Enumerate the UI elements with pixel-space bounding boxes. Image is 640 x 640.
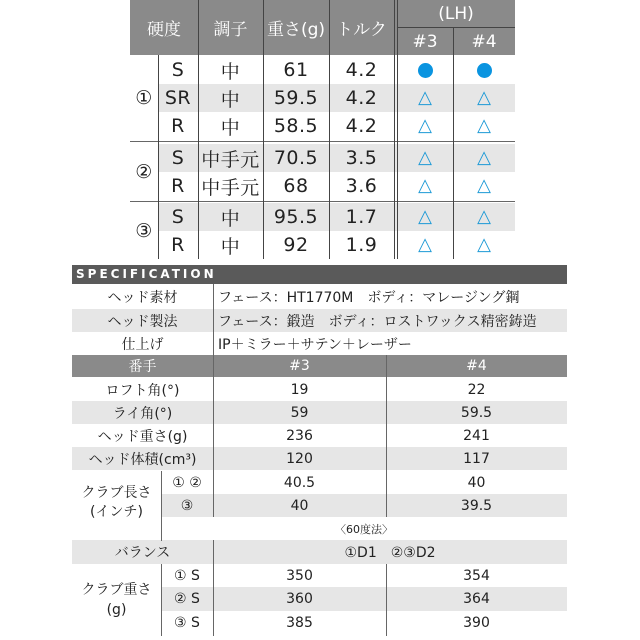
club-weight-3: 350 [286, 567, 313, 584]
club-length-label [72, 484, 161, 522]
triangle-icon: △ [477, 147, 491, 168]
kick-point: 中 [220, 235, 241, 258]
club-length-label-line2: (インチ) [90, 504, 143, 520]
weight: 59.5 [273, 87, 319, 109]
header-weight: 重さ(g) [266, 20, 326, 40]
flex: R [171, 115, 185, 137]
finish-label: 仕上げ [121, 336, 164, 353]
header-hand: (LH) [438, 3, 474, 24]
length-3: 40 [290, 497, 309, 514]
kick-point: 中手元 [201, 148, 260, 171]
header-torque: トルク [336, 20, 387, 40]
available-dot-icon [418, 63, 433, 78]
spec-title: SPECIFICATION [76, 267, 217, 281]
kick-point: 中 [220, 88, 241, 111]
length-sub: ① ② [172, 474, 202, 491]
measurement-note: 〈60度法〉 [335, 522, 393, 536]
lie-3: 59 [290, 404, 309, 421]
weight: 68 [283, 175, 309, 197]
head-weight-label: ヘッド重さ(g) [97, 428, 188, 445]
triangle-icon: △ [418, 115, 432, 136]
head-weight-3: 236 [286, 427, 313, 444]
group-label-2: ② [135, 161, 153, 183]
kick-point: 中 [220, 60, 241, 83]
number-label: 番手 [128, 359, 157, 375]
loft-label: ロフト角(°) [105, 382, 180, 399]
lie-label: ライ角(°) [112, 405, 173, 422]
balance-label: バランス [114, 545, 171, 561]
triangle-icon: △ [418, 206, 432, 227]
head-volume-3: 120 [286, 450, 313, 467]
header-club4: #4 [471, 31, 497, 52]
loft-4: 22 [467, 381, 486, 398]
col4-header: #4 [466, 358, 487, 374]
method-value: フェース：鍛造 ボディ：ロストワックス精密鋳造 [218, 313, 537, 330]
club-weight-4: 364 [463, 591, 490, 607]
triangle-icon: △ [477, 115, 491, 136]
weight: 70.5 [273, 147, 319, 169]
flex: S [171, 206, 185, 228]
club-weight-label [72, 580, 161, 620]
weight: 58.5 [273, 115, 319, 137]
weight-sub: ① S [174, 567, 200, 584]
flex: R [171, 175, 185, 197]
col3-header: #3 [289, 358, 310, 374]
torque: 4.2 [345, 87, 378, 109]
loft-3: 19 [290, 381, 309, 398]
triangle-icon: △ [477, 87, 491, 108]
club-weight-3: 360 [286, 591, 313, 607]
length-3: 40.5 [283, 474, 316, 491]
length-4: 40 [467, 474, 486, 491]
triangle-icon: △ [477, 175, 491, 196]
torque: 3.5 [345, 147, 378, 169]
length-sub: ③ [180, 497, 194, 514]
length-4: 39.5 [460, 497, 493, 514]
club-weight-3: 385 [286, 615, 313, 631]
finish-value: IP＋ミラー＋サテン＋レーザー [218, 336, 412, 353]
weight-sub: ③ S [174, 615, 200, 631]
triangle-icon: △ [418, 175, 432, 196]
torque: 4.2 [345, 59, 378, 81]
flex: S [171, 59, 185, 81]
group-label-1: ① [135, 87, 153, 109]
weight: 61 [283, 59, 309, 81]
triangle-icon: △ [418, 147, 432, 168]
header-stiffness: 硬度 [147, 20, 181, 40]
torque: 1.9 [345, 234, 378, 256]
available-dot-icon [477, 63, 492, 78]
triangle-icon: △ [418, 87, 432, 108]
weight: 92 [283, 234, 309, 256]
club-weight-4: 354 [463, 567, 490, 584]
club-weight-4: 390 [463, 615, 490, 631]
group-label-3: ③ [135, 220, 153, 242]
head-volume-label: ヘッド体積(cm³) [88, 451, 197, 468]
triangle-icon: △ [477, 234, 491, 255]
kick-point: 中手元 [201, 176, 260, 199]
lie-4: 59.5 [460, 404, 493, 421]
weight-sub: ② S [174, 591, 200, 607]
method-label: ヘッド製法 [107, 313, 178, 330]
torque: 3.6 [345, 175, 378, 197]
weight: 95.5 [273, 206, 319, 228]
club-weight-label-line1: クラブ重さ [81, 582, 152, 598]
flex: R [171, 234, 185, 256]
flex: SR [164, 87, 192, 109]
balance-value: ①D1 ②③D2 [344, 545, 436, 561]
head-weight-4: 241 [463, 427, 490, 444]
material-label: ヘッド素材 [107, 289, 178, 306]
torque: 4.2 [345, 115, 378, 137]
triangle-icon: △ [418, 234, 432, 255]
triangle-icon: △ [477, 206, 491, 227]
kick-point: 中 [220, 207, 241, 230]
club-length-label-line1: クラブ長さ [81, 485, 152, 501]
club-weight-label-line2: (g) [106, 602, 127, 618]
header-kick-point: 調子 [213, 20, 248, 40]
material-value: フェース：HT1770M ボディ：マレージング鋼 [218, 289, 520, 306]
kick-point: 中 [220, 116, 241, 139]
torque: 1.7 [345, 206, 378, 228]
flex: S [171, 147, 185, 169]
header-club3: #3 [412, 31, 438, 52]
head-volume-4: 117 [463, 450, 490, 467]
